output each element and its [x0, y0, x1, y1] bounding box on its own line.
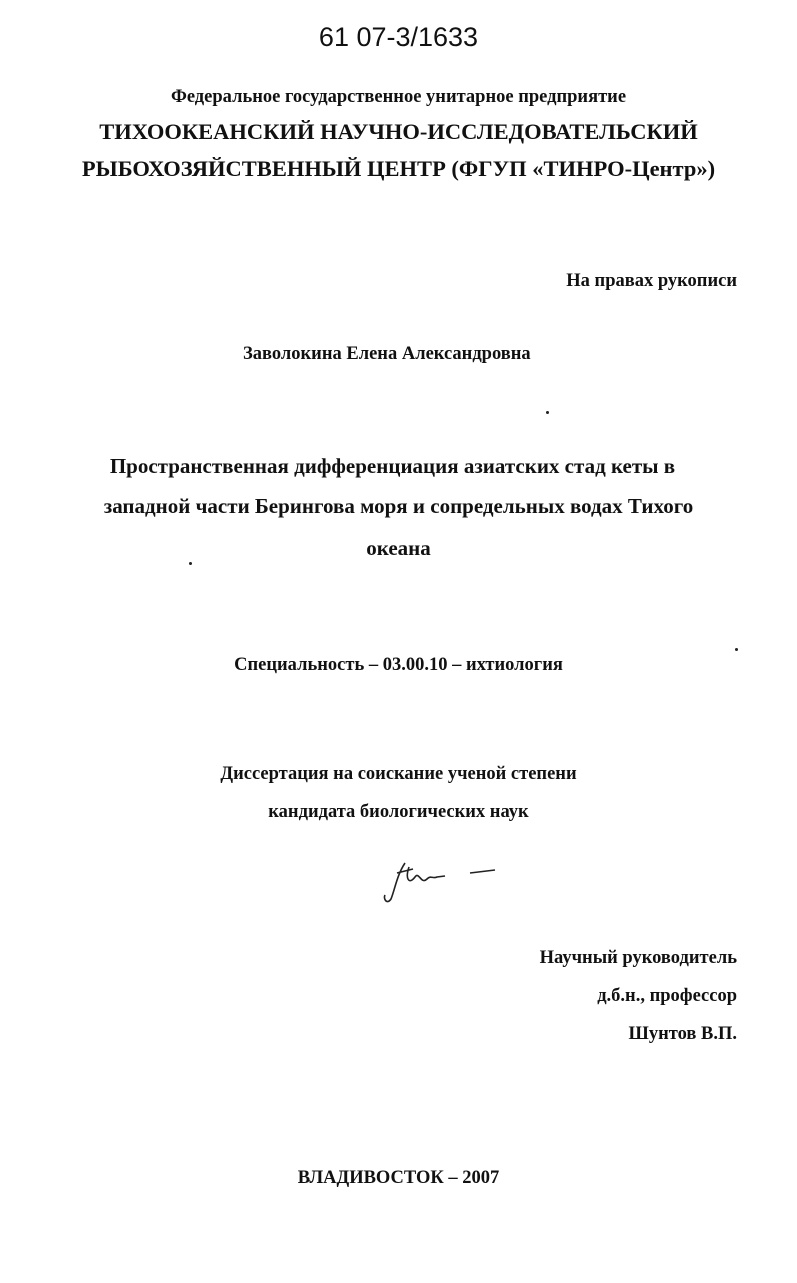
- signature: [375, 855, 515, 910]
- organization-line-1: Федеральное государственное унитарное предприятие: [170, 87, 627, 107]
- title-line-2: западной части Берингова моря и сопредельных водах Тихого: [103, 494, 694, 518]
- supervisor-role: Научный руководитель: [539, 948, 737, 968]
- supervisor-rank: д.б.н., профессор: [597, 986, 737, 1006]
- speck: [735, 648, 738, 651]
- author-name: Заволокина Елена Александровна: [243, 344, 531, 364]
- manuscript-rights: На правах рукописи: [566, 271, 737, 291]
- city-year: ВЛАДИВОСТОК – 2007: [297, 1168, 500, 1188]
- degree-line-1: Диссертация на соискание ученой степени: [220, 764, 577, 784]
- organization-line-3: РЫБОХОЗЯЙСТВЕННЫЙ ЦЕНТР (ФГУП «ТИНРО-Центр»): [81, 156, 716, 181]
- title-line-3: океана: [366, 536, 431, 560]
- degree-line-2: кандидата биологических наук: [268, 802, 529, 822]
- supervisor-name: Шунтов В.П.: [628, 1024, 737, 1044]
- title-line-1: Пространственная дифференциация азиатских стад кеты в: [109, 454, 676, 478]
- speck: [546, 411, 549, 414]
- specialty: Специальность – 03.00.10 – ихтиология: [234, 655, 563, 675]
- registry-number: 61 07-3/1633: [318, 22, 479, 52]
- organization-line-2: ТИХООКЕАНСКИЙ НАУЧНО-ИССЛЕДОВАТЕЛЬСКИЙ: [99, 119, 698, 144]
- speck: [189, 562, 192, 565]
